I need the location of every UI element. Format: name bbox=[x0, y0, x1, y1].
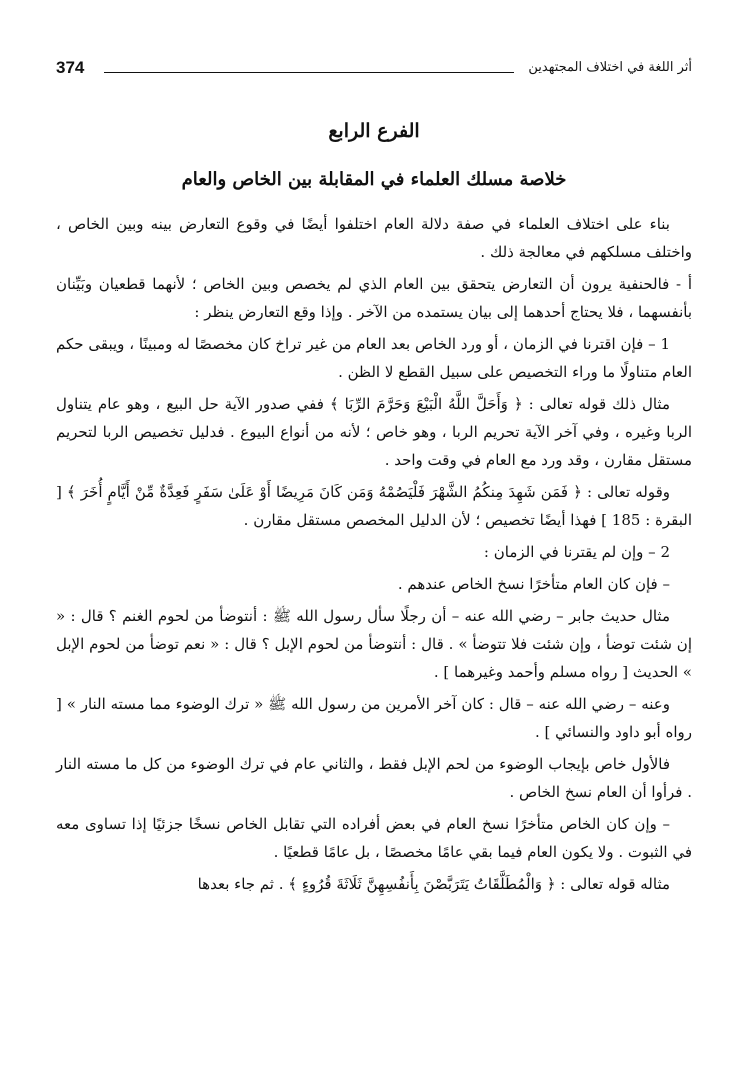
paragraph-hadith-fire: وعنه – رضي الله عنه – قال : كان آخر الأمرين من رسول الله ﷺ « ترك الوضوء مما مسته النار » [ رواه أبو داود والنسائي ] . bbox=[56, 695, 692, 741]
paragraph-hanafi-view: أ - فالحنفية يرون أن التعارض يتحقق بين العام الذي لم يخصص وبين الخاص ؛ لأنهما قطعيان وبَيِّنان بأنفسهما ، فلا يحتاج أحدهما إلى بيان يستمده من الآخر . وإذا وقع التعارض ينظر : bbox=[56, 275, 692, 321]
paragraph-case-one: 1 – فإن اقترنا في الزمان ، أو ورد الخاص بعد العام من غير تراخ كان مخصصًا له ومبينًا ، ويبقى حكم العام متناولًا ما وراء التخصيص على سبيل القطع لا الظن . bbox=[56, 335, 692, 381]
page-header bbox=[56, 52, 692, 86]
paragraph-specific-later: – وإن كان الخاص متأخرًا نسخ العام في بعض أفراده التي تقابل الخاص نسخًا جزئيًا إذا تساوى معه في الثبوت . ولا يكون العام فيما بقي عامًا مخصصًا ، بل عامًا قطعيًا . bbox=[56, 815, 692, 861]
paragraph-case-two: 2 – وإن لم يقترنا في الزمان : bbox=[483, 543, 670, 561]
paragraph-general-later: – فإن كان العام متأخرًا نسخ الخاص عندهم . bbox=[397, 575, 670, 593]
paragraph-hadith-jabir: مثال حديث جابر – رضي الله عنه – أن رجلًا سأل رسول الله ﷺ : أنتوضأ من لحوم الغنم ؟ قال : « إن شئت توضأ ، وإن شئت فلا تتوضأ » . قال : أنتوضأ من لحوم الإبل ؟ قال : « نعم توضأ من لحوم الإبل » الحديث [ رواه مسلم وأحمد وغيرهما ] . bbox=[56, 607, 692, 681]
header-rule bbox=[104, 72, 514, 73]
section-title: الفرع الرابع bbox=[328, 120, 420, 142]
page-number: 374 bbox=[56, 58, 85, 77]
section-subheading: خلاصة مسلك العلماء في المقابلة بين الخاص والعام bbox=[181, 169, 567, 190]
paragraph-example-riba: مثال ذلك قوله تعالى : ﴿ وَأَحَلَّ اللَّهُ الْبَيْعَ وَحَرَّمَ الرِّبَا ﴾ ففي صدور الآية حل البيع ، وهو عام يتناول الربا وغيره ، وفي آخر الآية تحريم الربا ، وهو خاص ؛ لأنه من أنواع البيوع . فدليل تخصيص الربا لتحريم مستقل مقارن ، وقد ورد مع العام في وقت واحد . bbox=[56, 395, 692, 469]
page-content bbox=[56, 52, 692, 898]
paragraph-example-divorce: مثاله قوله تعالى : ﴿ وَالْمُطَلَّقَاتُ يَتَرَبَّصْنَ بِأَنفُسِهِنَّ ثَلَاثَةَ قُرُوءٍ ﴾ . ثم جاء بعدها bbox=[197, 875, 670, 893]
paragraph-example-fasting: وقوله تعالى : ﴿ فَمَن شَهِدَ مِنكُمُ الشَّهْرَ فَلْيَصُمْهُ وَمَن كَانَ مَرِيضًا أَوْ عَلَىٰ سَفَرٍ فَعِدَّةٌ مِّنْ أَيَّامٍ أُخَرَ ﴾ [ البقرة : 185 ] فهذا أيضًا تخصيص ؛ لأن الدليل المخصص مستقل مقارن . bbox=[56, 483, 692, 529]
paragraph-intro: بناء على اختلاف العلماء في صفة دلالة العام اختلفوا أيضًا في وقوع التعارض بينه وبين الخاص ، واختلف مسلكهم في معالجة ذلك . bbox=[56, 215, 692, 261]
running-title: أثر اللغة في اختلاف المجتهدين bbox=[528, 60, 692, 75]
paragraph-abrogation-conclusion: فالأول خاص بإيجاب الوضوء من لحم الإبل فقط ، والثاني عام في ترك الوضوء من كل ما مسته النار . فرأوا أن العام نسخ الخاص . bbox=[56, 755, 692, 801]
